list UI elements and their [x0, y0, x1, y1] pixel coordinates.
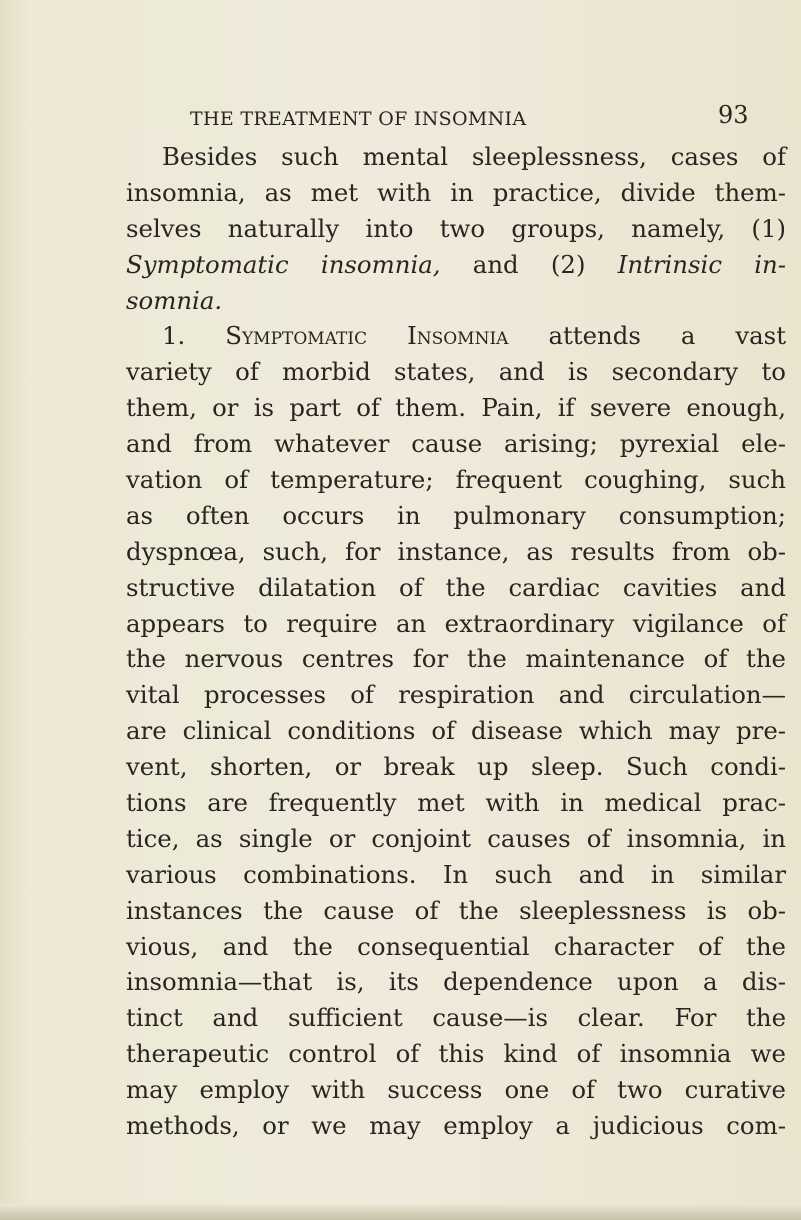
text-line: variety of morbid states, and is secondary to	[126, 357, 786, 387]
section-heading: Symptomatic Insomnia	[225, 321, 509, 351]
text-line: may employ with success one of two curative	[126, 1075, 786, 1105]
text-line: the nervous centres for the maintenance of the	[126, 644, 786, 674]
text-line: them, or is part of them. Pain, if severe enough,	[126, 393, 786, 423]
text-line: structive dilatation of the cardiac cavities and	[126, 572, 786, 602]
text-line: vation of temperature; frequent coughing, such	[126, 465, 786, 495]
text-line: various combinations. In such and in similar	[126, 859, 786, 889]
text-line: appears to require an extraordinary vigilance of	[126, 608, 786, 638]
italic-term: somnia.	[126, 285, 223, 315]
text-line: tice, as single or conjoint causes of insomnia, in	[126, 823, 786, 853]
italic-term: Intrinsic in-	[617, 249, 786, 279]
text-line: instances the cause of the sleeplessness is ob-	[126, 895, 786, 925]
text-line: dyspnœa, such, for instance, as results from ob-	[126, 536, 786, 566]
text-line: vital processes of respiration and circulation—	[126, 680, 786, 710]
text-line: Besides such mental sleeplessness, cases of	[162, 142, 786, 171]
text-line: therapeutic control of this kind of insomnia we	[126, 1039, 786, 1069]
text-line	[126, 318, 786, 354]
text-line: vious, and the consequential character of the	[126, 931, 786, 961]
text-line: tinct and sufficient cause—is clear. For the	[126, 1003, 786, 1033]
section-number: 1.	[162, 321, 226, 351]
text-line: tions are frequently met with in medical prac-	[126, 788, 786, 818]
italic-term: Symptomatic insomnia,	[126, 249, 441, 279]
running-header: THE TREATMENT OF INSOMNIA	[190, 108, 527, 130]
text-line: as often occurs in pulmonary consumption;	[126, 500, 786, 530]
text-line	[126, 247, 786, 283]
text-line: vent, shorten, or break up sleep. Such condi-	[126, 752, 786, 782]
text-line: and from whatever cause arising; pyrexial ele-	[126, 429, 786, 459]
text-fragment: attends a vast	[508, 321, 786, 351]
page-bottom-edge	[0, 1204, 801, 1220]
text-line: are clinical conditions of disease which may pre-	[126, 716, 786, 746]
text-line	[126, 283, 786, 319]
body-text	[126, 139, 786, 1144]
text-line: insomnia—that is, its dependence upon a dis-	[126, 967, 786, 997]
text-line: insomnia, as met with in practice, divide them-	[126, 177, 786, 207]
text-line: methods, or we may employ a judicious com-	[126, 1111, 786, 1141]
page-number: 93	[718, 101, 749, 129]
text-line: selves naturally into two groups, namely, (1)	[126, 213, 786, 243]
text-fragment: and (2)	[440, 249, 618, 279]
